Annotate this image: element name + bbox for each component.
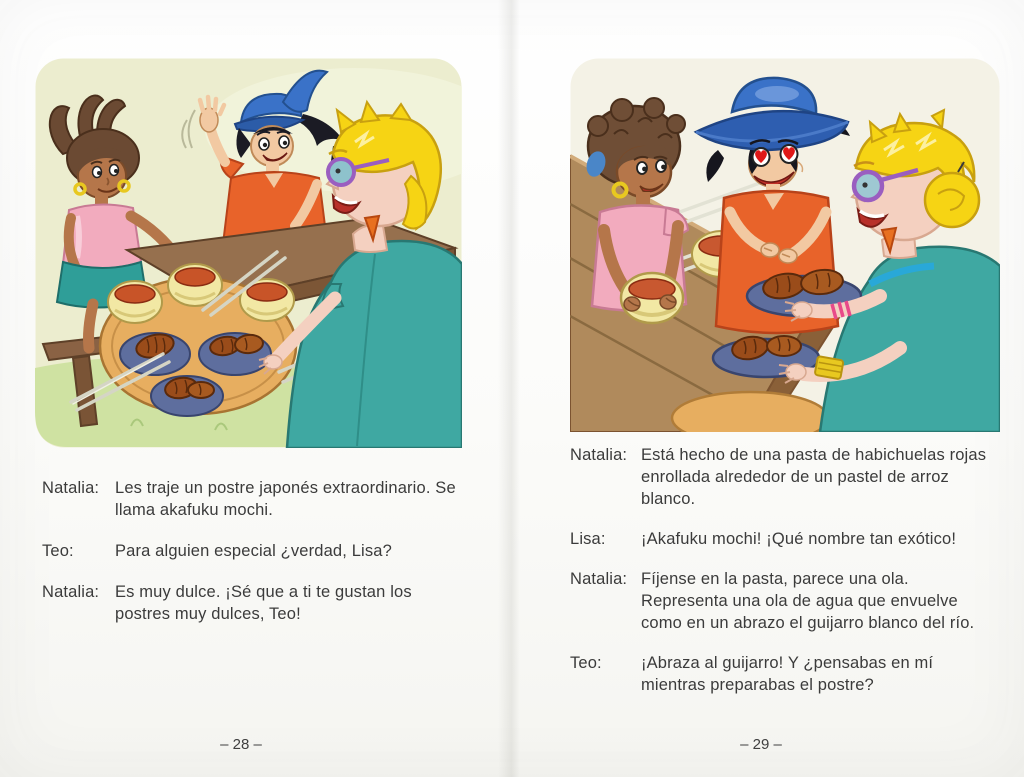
illustration-page-29 xyxy=(570,58,1000,432)
mochi-plate xyxy=(199,333,271,375)
illustration-page-28 xyxy=(35,58,462,448)
yellow-cuff xyxy=(815,356,844,379)
dialogue-page-28 xyxy=(42,477,474,644)
speaker-label: Teo: xyxy=(42,542,74,560)
hair-bun xyxy=(925,173,979,227)
mochi-plate xyxy=(151,375,223,416)
speaker-label: Natalia: xyxy=(570,446,628,464)
dialogue-line xyxy=(570,528,998,550)
dialogue-text: ¡Akafuku mochi! ¡Qué nombre tan exótico! xyxy=(641,530,957,548)
speaker-label: Natalia: xyxy=(570,570,628,588)
dialogue-text: Fíjense en la pasta, parece una ola. Representa una ola de agua que envuelve como en un abrazo el guijarro blanco del río. xyxy=(641,570,975,632)
tea-bowl xyxy=(108,281,162,323)
speaker-label: Teo: xyxy=(570,654,602,672)
dialogue-text: ¡Abraza al guijarro! Y ¿pensabas en mí mientras preparabas el postre? xyxy=(641,654,934,694)
dialogue-line xyxy=(570,652,998,696)
speaker-label: Lisa: xyxy=(570,530,606,548)
glasses-icon xyxy=(854,172,882,200)
dialogue-text: Es muy dulce. ¡Sé que a ti te gustan los postres muy dulces, Teo! xyxy=(115,583,412,623)
dialogue-text: Está hecho de una pasta de habichuelas rojas enrollada alrededor de un pastel de arroz blanco. xyxy=(641,446,987,508)
speaker-label: Natalia: xyxy=(42,583,100,601)
glasses-icon xyxy=(328,159,354,185)
dialogue-line xyxy=(42,540,474,562)
illustration-svg-right xyxy=(570,58,1000,432)
illustration-svg-left xyxy=(35,58,462,448)
dialogue-page-29 xyxy=(570,444,998,714)
dialogue-text: Les traje un postre japonés extraordinario. Se llama akafuku mochi. xyxy=(115,479,456,519)
speaker-label: Natalia: xyxy=(42,479,100,497)
dialogue-text: Para alguien especial ¿verdad, Lisa? xyxy=(115,542,392,560)
page-number-29: – 29 – xyxy=(740,736,782,753)
dialogue-line xyxy=(570,568,998,634)
page-29 xyxy=(512,0,1024,777)
dialogue-line xyxy=(42,581,474,625)
page-number-28: – 28 – xyxy=(220,736,262,753)
dialogue-line xyxy=(42,477,474,521)
dialogue-line xyxy=(570,444,998,510)
